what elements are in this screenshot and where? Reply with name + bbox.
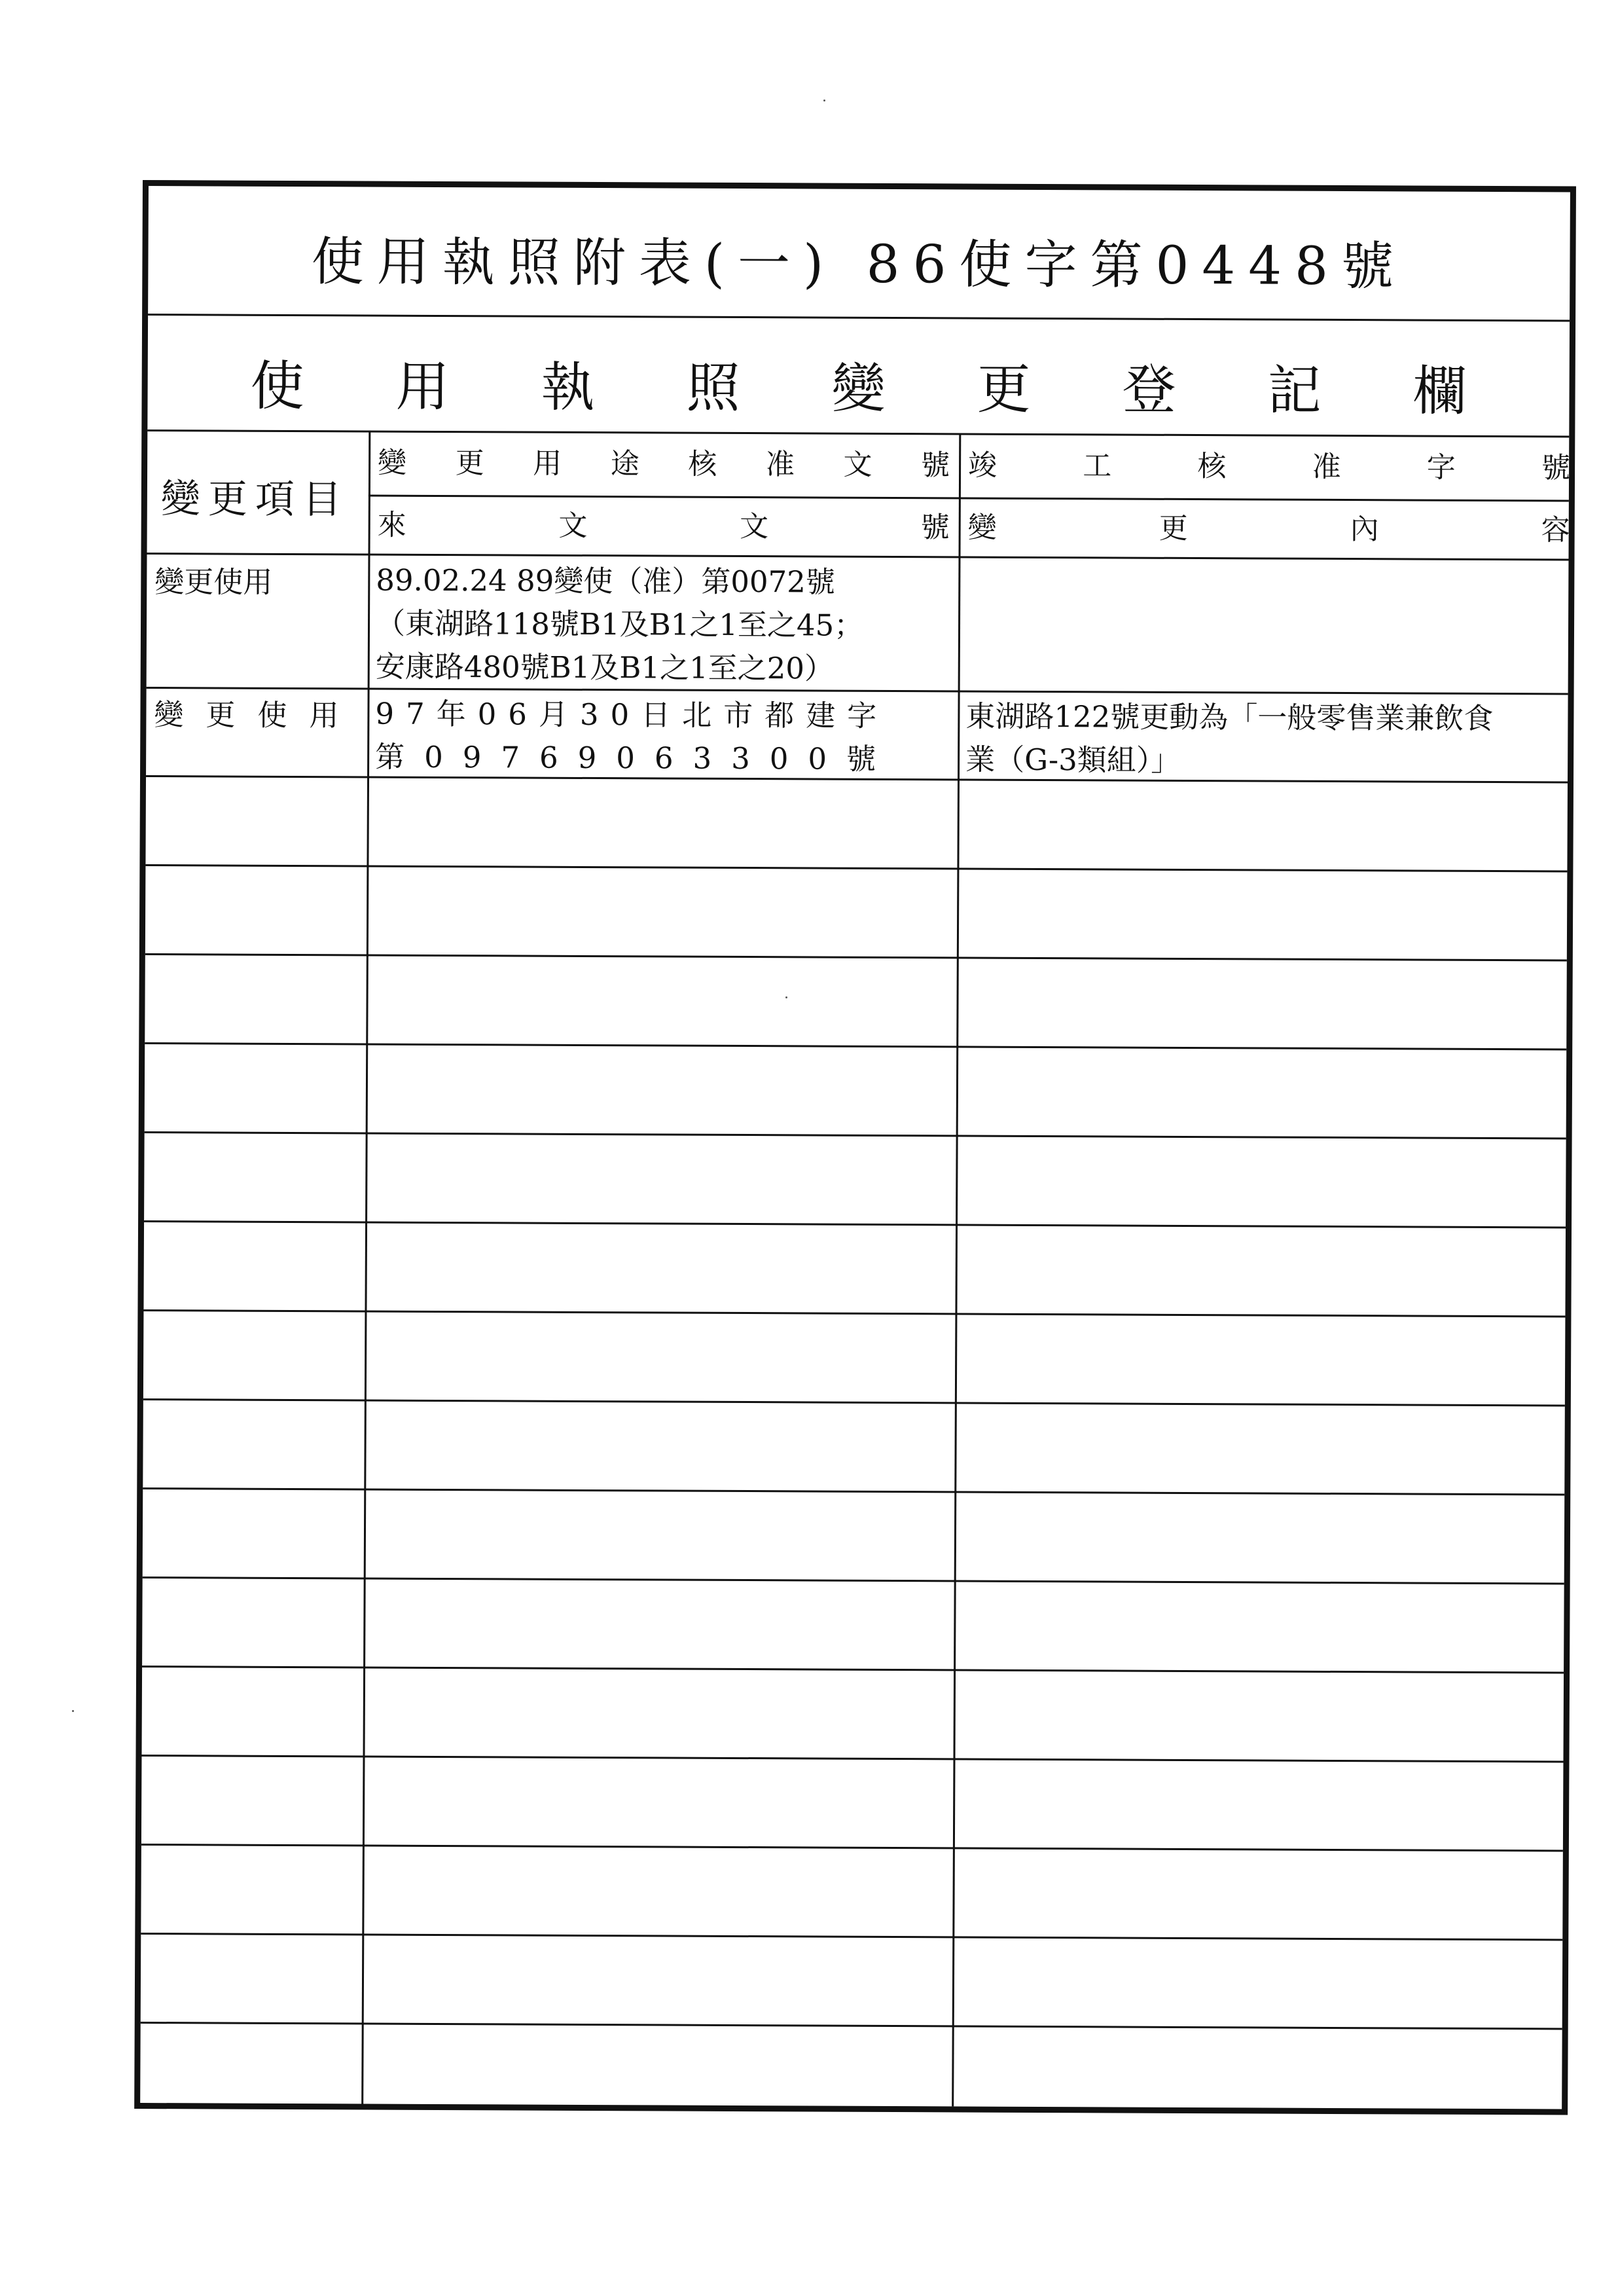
divider [147,429,1569,437]
header-change-content: 變 更 內 容 [967,511,1570,547]
empty-row-line [145,953,1567,961]
row1-item: 變更使用 [154,564,273,600]
scan-speck [72,1710,74,1712]
divider [148,314,1570,321]
column-divider [361,431,370,2104]
page-title: 使用執照附表(一) 86使字第0448號 [311,231,1407,297]
empty-row-line [141,2022,1562,2030]
empty-row-line [141,1933,1562,1941]
scan-speck [823,100,825,101]
row1-doc: 89.02.24 89變使（准）第0072號 （東湖路118號B1及B1之1至之45； 安康路480號B1及B1之1至之20） [375,562,864,686]
column-divider [952,433,961,2106]
section-title: 使 用 執 照 變 更 登 記 欄 [250,355,1467,423]
row2-content: 東湖路122號更動為「一般零售業兼飲食 業（G-3類組）」 [965,699,1494,778]
divider [369,495,1569,502]
empty-row-line [145,1131,1566,1139]
empty-row-line [143,1309,1565,1317]
empty-row-line [141,1755,1563,1762]
header-incoming-doc-no: 來 文 文 號 [377,508,950,545]
row2-doc: 97年06月30日北市都建字 第09769063300號 [375,696,896,777]
divider [147,553,1569,560]
scan-speck [785,996,787,998]
empty-row-line [145,864,1567,872]
empty-row-line [145,1042,1566,1050]
empty-row-line [142,1666,1564,1673]
empty-row-line [141,1844,1563,1851]
header-change-item: 變更項目 [160,476,350,523]
header-approval-doc-no: 變 更 用 途 核 准 文 號 [378,446,950,483]
empty-row-line [143,1576,1564,1584]
license-form [134,180,1576,2115]
row2-item: 變更使用 [154,697,361,733]
empty-row-line [143,1487,1564,1495]
empty-row-line [144,1220,1566,1228]
empty-row-line [143,1398,1565,1406]
header-completion-no: 竣 工 核 准 字 號 [967,448,1571,485]
